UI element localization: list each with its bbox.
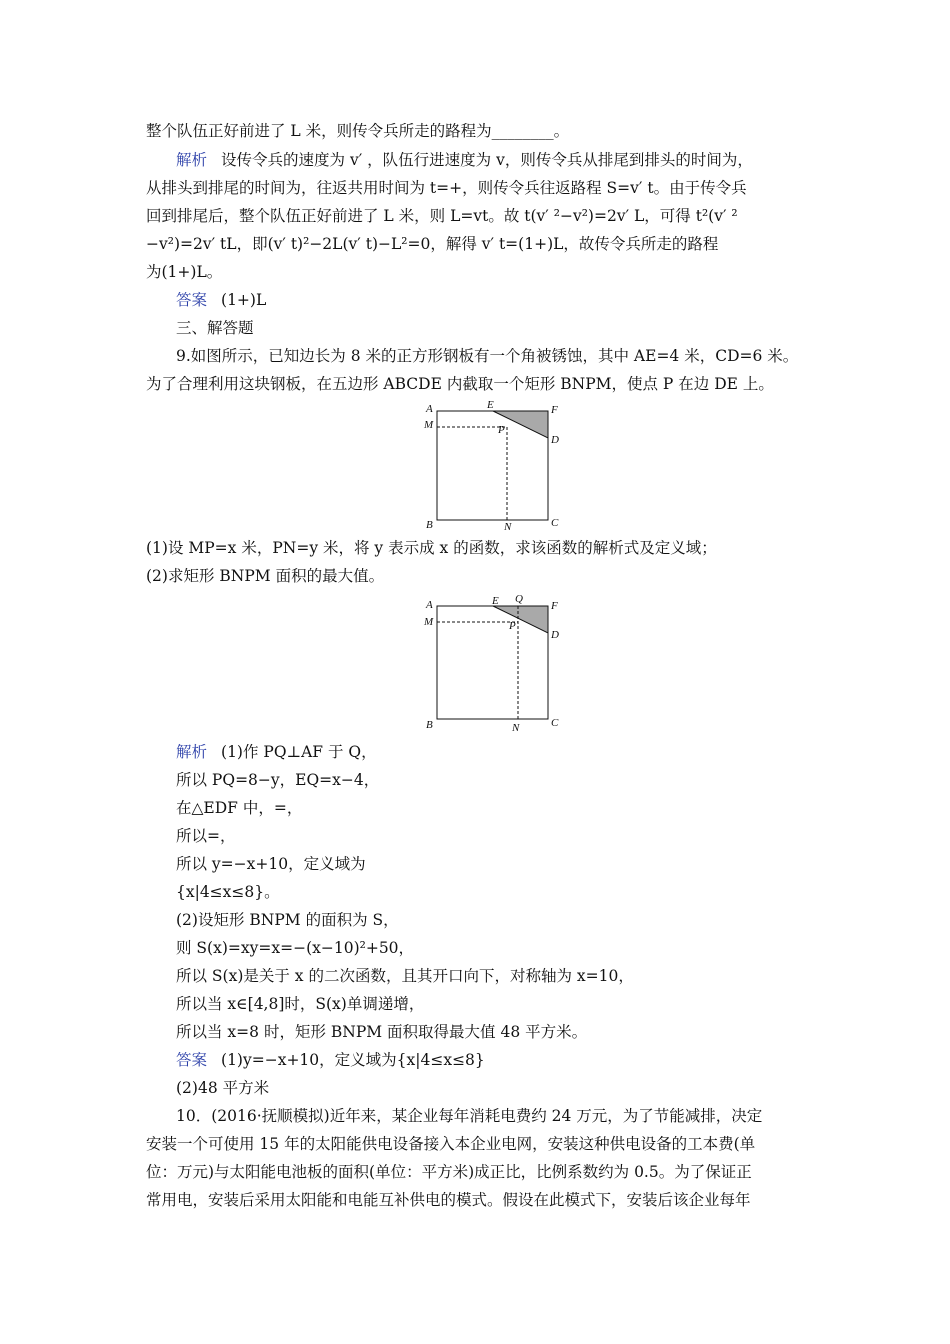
figure-square-steel-plate [420,400,570,532]
text-line: 整个队伍正好前进了 L 米，则传令兵所走的路程为________。 [146,122,570,140]
text-span: (1)作 PQ⊥AF 于 Q， [221,743,377,761]
text-line: 则 S(x)=xy=x=−(x−10)²+50， [176,939,415,957]
text-line: 回到排尾后，整个队伍正好前进了 L 米，则 L=vt。故 t(v′ ²−v²)=2v′ L，可得 t²(v′ ² [146,207,738,225]
figure-square-with-q [420,592,570,734]
text-line: 所以 y=−x+10，定义域为 [176,855,366,873]
text-line: 在△EDF 中，=， [176,799,303,817]
answer-label: 答案 [176,291,208,309]
text-line: (2)设矩形 BNPM 的面积为 S， [176,911,399,929]
text-line: 位：万元)与太阳能电池板的面积(单位：平方米)成正比，比例系数约为 0.5。为了保证正 [146,1163,752,1181]
label-n: N [512,722,520,734]
answer-label: 答案 [176,1051,208,1069]
text-line: (1)设 MP=x 米，PN=y 米，将 y 表示成 x 的函数，求该函数的解析式及定义域； [146,539,717,557]
text-line: 9.如图所示，已知边长为 8 米的正方形钢板有一个角被锈蚀，其中 AE=4 米，CD=6 米。 [176,347,799,365]
text-line: 所以=， [176,827,236,845]
label-m: M [424,419,434,431]
text-line [176,1050,856,1070]
label-d: D [551,434,559,446]
text-line: (2)48 平方米 [176,1079,270,1097]
text-line: 常用电，安装后采用太阳能和电能互补供电的模式。假设在此模式下，安装后该企业每年 [146,1191,751,1209]
answer-text: (1+)L [221,291,267,309]
answer-text: (1)y=−x+10，定义域为{x|4≤x≤8} [221,1051,485,1069]
text-line [176,290,856,310]
text-line: 所以 S(x)是关于 x 的二次函数，且其开口向下，对称轴为 x=10， [176,967,634,985]
label-m: M [424,616,434,628]
text-line: −v²)=2v′ tL，即(v′ t)²−2L(v′ t)−L²=0，解得 v′ t=(1+)L，故传令兵所走的路程 [146,235,719,253]
label-a: A [426,403,433,415]
label-d: D [551,629,559,641]
label-e: E [487,400,494,411]
text-line: 为(1+)L。 [146,263,223,281]
label-f: F [551,404,558,416]
label-f: F [551,600,558,612]
label-c: C [551,517,559,529]
label-c: C [551,717,559,729]
text-line [176,150,856,170]
analysis-label: 解析 [176,151,208,169]
text-line: 10．(2016·抚顺模拟)近年来，某企业每年消耗电费约 24 万元，为了节能减排，决定 [176,1107,763,1125]
corroded-corner [493,606,548,633]
label-e: E [492,595,499,607]
label-a: A [426,599,433,611]
text-line: 从排头到排尾的时间为，往返共用时间为 t=+，则传令兵往返路程 S=v′ t。由于传令兵 [146,179,747,197]
text-span: 设传令兵的速度为 v′ ，队伍行进速度为 v，则传令兵从排尾到排头的时间为， [221,151,753,169]
text-line: 所以当 x=8 时，矩形 BNPM 面积取得最大值 48 平方米。 [176,1023,588,1041]
analysis-label: 解析 [176,743,208,761]
text-line: (2)求矩形 BNPM 面积的最大值。 [146,567,385,585]
label-p: P [509,620,516,632]
text-line [176,742,856,762]
label-p: P [498,424,505,436]
text-line: 为了合理利用这块钢板，在五边形 ABCDE 内截取一个矩形 BNPM，使点 P 在边 DE 上。 [146,375,774,393]
label-b: B [426,519,433,531]
text-line: 安装一个可使用 15 年的太阳能供电设备接入本企业电网，安装这种供电设备的工本费(单 [146,1135,756,1153]
label-n: N [504,521,512,532]
label-q: Q [515,593,523,605]
section-heading: 三、解答题 [176,319,254,337]
text-line: 所以 PQ=8−y，EQ=x−4， [176,771,380,789]
text-line: 所以当 x∈[4,8]时，S(x)单调递增， [176,995,425,1013]
label-b: B [426,719,433,731]
text-line: {x|4≤x≤8}。 [176,883,280,901]
